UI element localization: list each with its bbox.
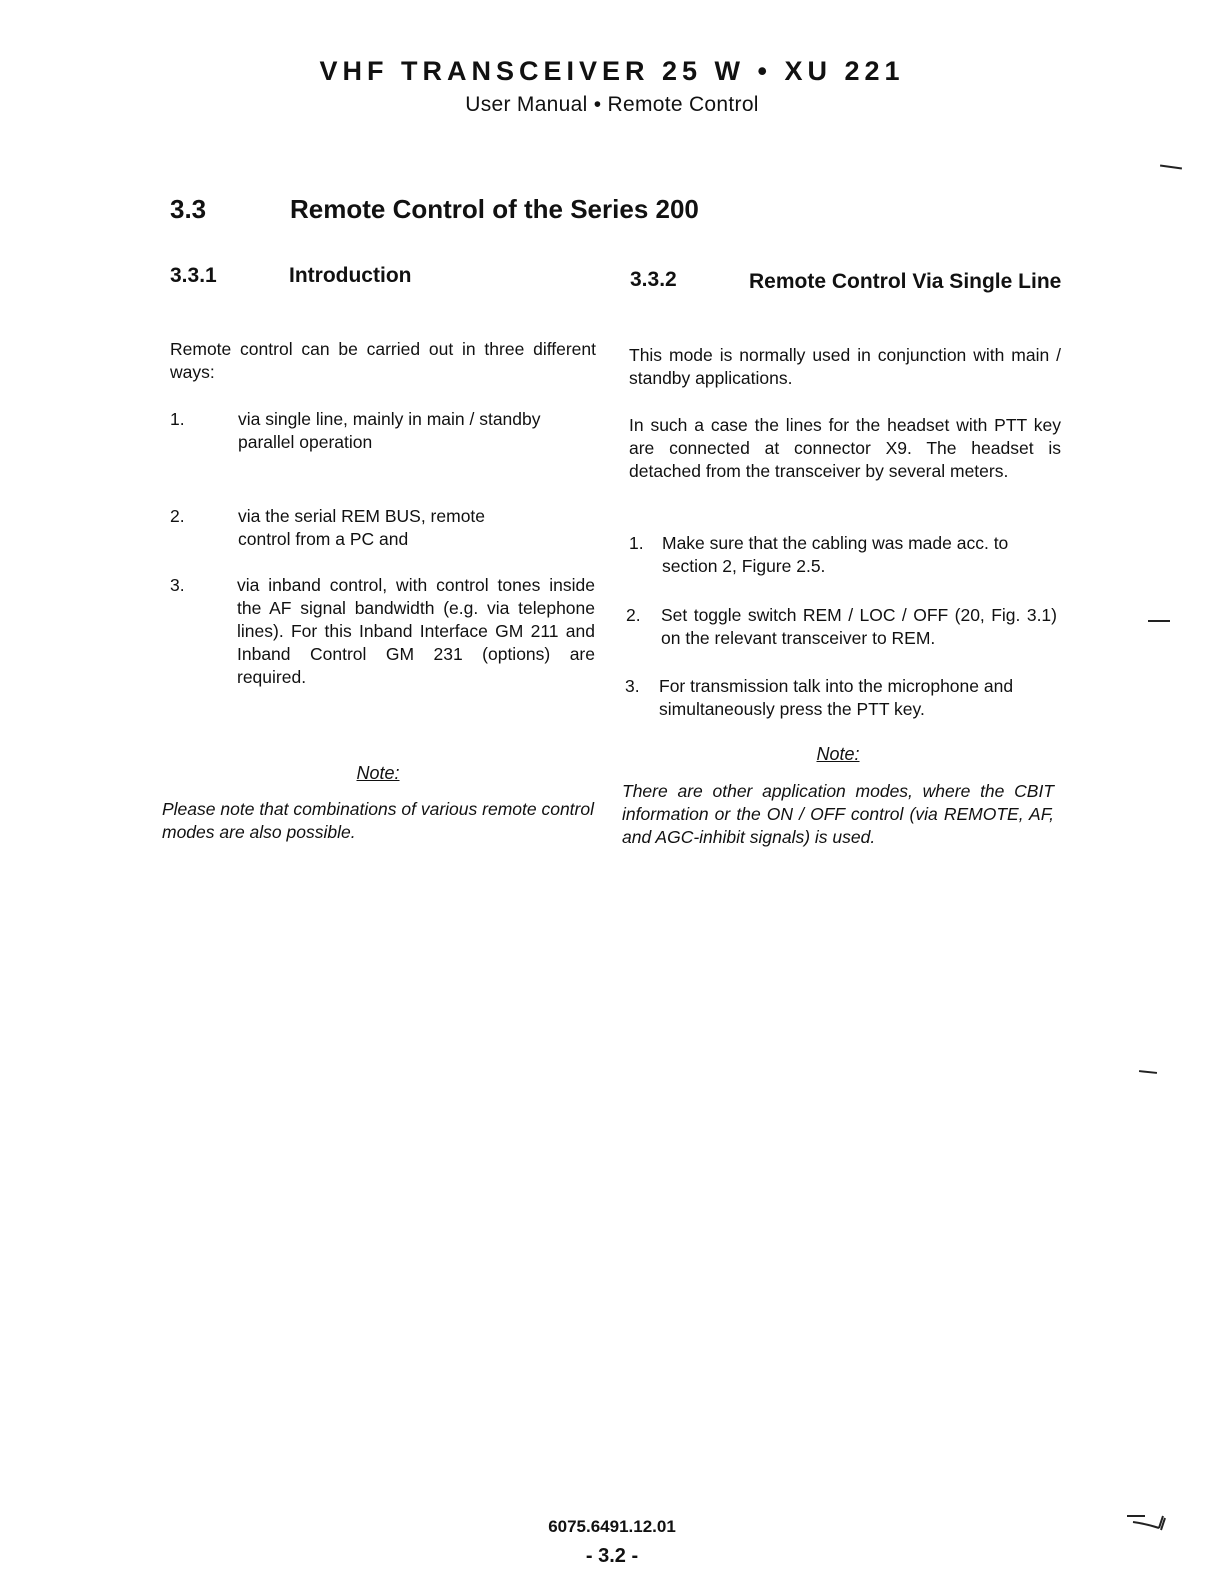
note-text: There are other application modes, where the CBIT information or the ON / OFF control (via REMOTE, AF, and AGC-inhibit signals) is used. [622, 781, 1054, 847]
step-number: 1. [629, 533, 644, 553]
document-title: VHF TRANSCEIVER 25 W • XU 221 [319, 56, 905, 86]
scan-scribble-icon [1125, 1508, 1170, 1534]
note-label: Note: [356, 763, 400, 783]
step-text: For transmission talk into the microphone and simultaneously press the PTT key. [659, 676, 1014, 719]
subsection-title-intro: Introduction [289, 264, 412, 287]
document-code: 6075.6491.12.01 [548, 1517, 676, 1536]
subsection-number-intro: 3.3.1 [170, 264, 217, 287]
subsection-title-single-line: Remote Control Via Single Line [749, 270, 1062, 293]
paragraph: In such a case the lines for the headset with PTT key are connected at connector X9. The headset is detached from the transceiver by several meters. [629, 415, 1061, 481]
step-number: 2. [626, 605, 641, 625]
section-number: 3.3 [170, 194, 207, 224]
list-item-text: via single line, mainly in main / standby parallel operation [238, 409, 541, 452]
page-number: - 3.2 - [585, 1545, 639, 1567]
section-title: Remote Control of the Series 200 [290, 194, 699, 224]
document-subtitle: User Manual • Remote Control [465, 93, 759, 116]
list-item-number: 3. [170, 575, 185, 595]
margin-mark [1139, 1070, 1157, 1074]
list-item-text: via inband control, with control tones inside the AF signal bandwidth (e.g. via telephone lines). For this Inband Interface GM 211 and Inband Control GM 231 (options) are required. [237, 575, 595, 687]
note-text: Please note that combinations of various remote control modes are also possible. [162, 799, 594, 842]
intro-paragraph: Remote control can be carried out in three different ways: [170, 339, 596, 382]
note-label: Note: [816, 744, 860, 764]
step-text: Make sure that the cabling was made acc. to section 2, Figure 2.5. [662, 533, 1009, 576]
list-item-number: 1. [170, 409, 185, 429]
paragraph: This mode is normally used in conjunction with main / standby applications. [629, 345, 1061, 388]
subsection-number-single-line: 3.3.2 [630, 268, 677, 291]
step-text: Set toggle switch REM / LOC / OFF (20, Fig. 3.1) on the relevant transceiver to REM. [661, 605, 1057, 648]
margin-mark [1160, 164, 1182, 169]
list-item-text: via the serial REM BUS, remote control from a PC and [238, 506, 486, 549]
list-item-number: 2. [170, 506, 185, 526]
step-number: 3. [625, 676, 640, 696]
margin-mark [1148, 620, 1170, 622]
